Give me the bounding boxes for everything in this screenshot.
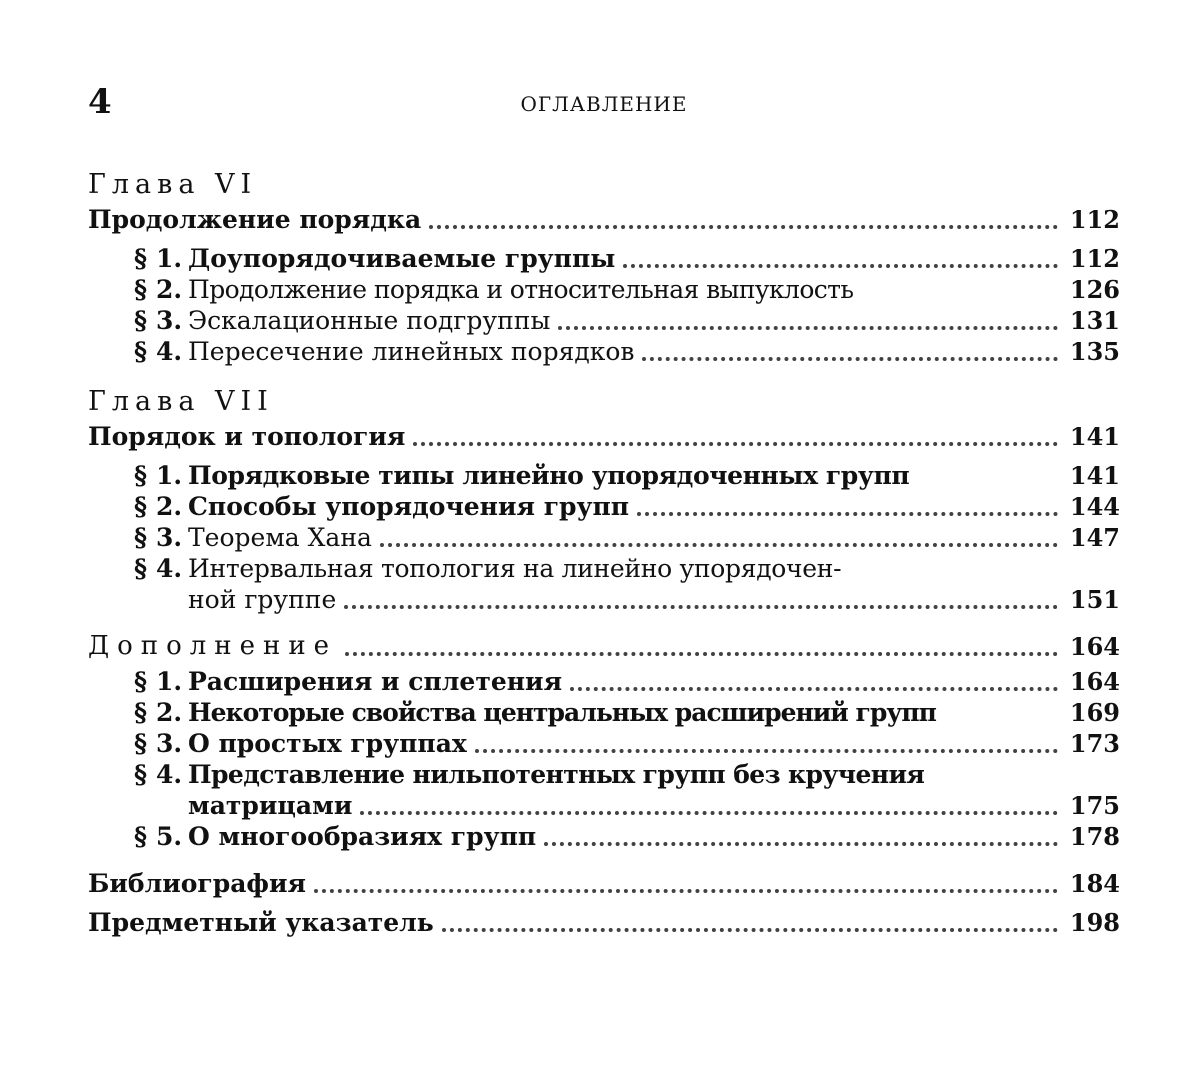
- section-mark: §: [134, 275, 148, 304]
- section-number: 3.: [156, 523, 183, 552]
- section-mark: §: [134, 554, 148, 583]
- page-ref: 178: [1069, 822, 1120, 851]
- toc-entry-7-4: [88, 553, 1120, 615]
- section-number: 2.: [156, 275, 183, 304]
- toc-entry-index: [88, 907, 1120, 938]
- section-number: 3.: [156, 306, 183, 335]
- section-title: Теорема Хана: [188, 523, 372, 552]
- toc-entry-7-2: [88, 491, 1120, 522]
- chapter-7-heading: Глава VII: [88, 386, 274, 417]
- toc-entry-add-4: [88, 759, 1120, 821]
- dot-leader: [855, 281, 1058, 299]
- section-mark: §: [134, 760, 148, 789]
- section-title-line-2: [188, 584, 1064, 615]
- dot-leader: [344, 591, 1058, 609]
- section-mark: §: [134, 306, 148, 335]
- section-number: 2.: [156, 698, 183, 727]
- dot-leader: [314, 875, 1058, 893]
- toc-entry-6-1: [88, 243, 1120, 274]
- page-ref: 184: [1069, 869, 1120, 898]
- section-title-line-1: [188, 553, 1064, 584]
- page-ref: 131: [1069, 306, 1120, 335]
- toc-entry-6-4: [88, 336, 1120, 367]
- dot-leader: [623, 250, 1058, 268]
- section-title-continuation: ной группе: [188, 585, 337, 614]
- addendum-title: Дополнение: [88, 631, 338, 661]
- section-title: Некоторые свойства центральных расширений групп: [188, 698, 936, 727]
- page-number: 4: [88, 82, 112, 122]
- page-header: [88, 82, 1120, 126]
- chapter-6-heading: Глава VI: [88, 169, 258, 200]
- dot-leader: [345, 638, 1058, 656]
- dot-leader: [413, 428, 1058, 446]
- section-number: 3.: [156, 729, 183, 758]
- dot-leader: [911, 467, 1058, 485]
- dot-leader: [380, 529, 1058, 547]
- dot-leader: [442, 914, 1058, 932]
- table-of-contents: [88, 168, 1120, 938]
- section-title: Представление нильпотентных групп без кручения: [188, 760, 925, 789]
- section-title-block: [188, 759, 1064, 821]
- chapter-7-title: Порядок и топология: [88, 422, 406, 451]
- section-mark: §: [134, 523, 148, 552]
- dot-leader: [642, 343, 1058, 361]
- toc-entry-7-3: [88, 522, 1120, 553]
- toc-entry-bibliography: [88, 868, 1120, 899]
- section-mark: §: [134, 244, 148, 273]
- page-ref: 169: [1069, 698, 1120, 727]
- section-mark: §: [134, 461, 148, 490]
- page-ref: 112: [1069, 205, 1120, 234]
- dot-leader: [637, 498, 1058, 516]
- page-ref: 175: [1069, 791, 1120, 820]
- chapter-6-title: Продолжение порядка: [88, 205, 422, 234]
- page-ref: 135: [1069, 337, 1120, 366]
- section-number: 1.: [156, 244, 183, 273]
- section-mark: §: [134, 667, 148, 696]
- section-title: О простых группах: [188, 729, 467, 758]
- page-ref: 147: [1069, 523, 1120, 552]
- page-ref: 164: [1069, 632, 1120, 661]
- dot-leader: [938, 704, 1058, 722]
- section-title: О многообразиях групп: [188, 822, 537, 851]
- toc-entry-addendum: [88, 631, 1120, 662]
- bibliography-title: Библиография: [88, 869, 306, 898]
- section-title: Эскалационные подгруппы: [188, 306, 551, 335]
- toc-entry-6-2: [88, 274, 1120, 305]
- section-title: Пересечение линейных порядков: [188, 337, 635, 366]
- dot-leader: [475, 735, 1058, 753]
- page-ref: 126: [1069, 275, 1120, 304]
- toc-entry-6-3: [88, 305, 1120, 336]
- section-title: Порядковые типы линейно упорядоченных групп: [188, 461, 910, 490]
- page-ref: 198: [1069, 908, 1120, 937]
- section-mark: §: [134, 492, 148, 521]
- toc-entry-add-5: [88, 821, 1120, 852]
- section-title-continuation: матрицами: [188, 791, 353, 820]
- index-title: Предметный указатель: [88, 908, 434, 937]
- section-number: 4.: [156, 760, 183, 789]
- page-ref: 144: [1069, 492, 1120, 521]
- section-title: Доупорядочиваемые группы: [188, 244, 616, 273]
- section-number: 5.: [156, 822, 183, 851]
- section-title: Расширения и сплетения: [188, 667, 563, 696]
- page-ref: 141: [1069, 422, 1120, 451]
- section-title-line-2: [188, 790, 1064, 821]
- page-ref: 164: [1069, 667, 1120, 696]
- page-ref: 112: [1069, 244, 1120, 273]
- section-mark: §: [134, 729, 148, 758]
- section-mark: §: [134, 822, 148, 851]
- running-title: ОГЛАВЛЕНИЕ: [520, 92, 688, 116]
- section-number: 1.: [156, 461, 183, 490]
- dot-leader: [544, 828, 1058, 846]
- section-title: Продолжение порядка и относительная выпуклость: [188, 275, 854, 304]
- page-ref: 141: [1069, 461, 1120, 490]
- toc-entry-chapter-7: [88, 421, 1120, 452]
- dot-leader: [570, 673, 1058, 691]
- section-number: 1.: [156, 667, 183, 696]
- section-mark: §: [134, 337, 148, 366]
- section-number: 2.: [156, 492, 183, 521]
- toc-entry-7-1: [88, 460, 1120, 491]
- toc-entry-add-3: [88, 728, 1120, 759]
- toc-entry-add-2: [88, 697, 1120, 728]
- page-ref: 151: [1069, 585, 1120, 614]
- page-ref: 173: [1069, 729, 1120, 758]
- section-title: Способы упорядочения групп: [188, 492, 630, 521]
- toc-entry-add-1: [88, 666, 1120, 697]
- dot-leader: [360, 797, 1058, 815]
- section-title-line-1: [188, 759, 1064, 790]
- toc-entry-chapter-6: [88, 204, 1120, 235]
- section-title-block: [188, 553, 1064, 615]
- section-number: 4.: [156, 337, 183, 366]
- section-mark: §: [134, 698, 148, 727]
- dot-leader: [429, 211, 1058, 229]
- section-number: 4.: [156, 554, 183, 583]
- section-title: Интервальная топология на линейно упорядочен-: [188, 554, 842, 583]
- dot-leader: [558, 312, 1058, 330]
